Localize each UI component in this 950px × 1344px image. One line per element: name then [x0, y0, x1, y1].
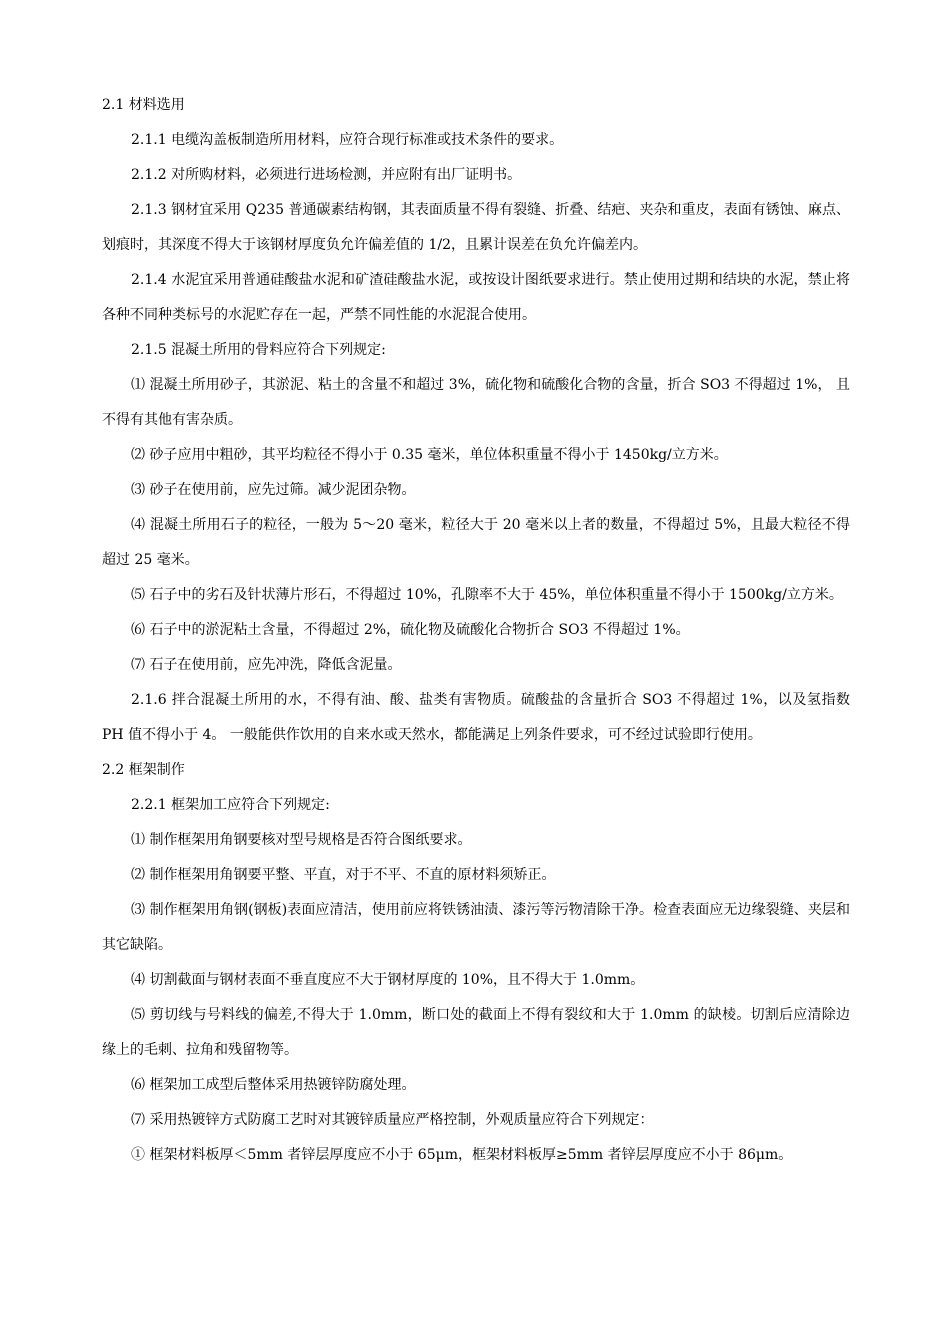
list-item: ⑷ 切割截面与钢材表面不垂直度应不大于钢材厚度的 10%，且不得大于 1.0mm。: [131, 972, 645, 988]
list-item: ⑶ 制作框架用角钢(钢板)表面应清洁，使用前应将铁锈油渍、漆污等污物清除干净。检查表面应无边缘裂缝、夹层和其它缺陷。: [102, 902, 850, 953]
paragraph: 2.2.1 框架加工应符合下列规定:: [131, 797, 330, 813]
list-item: ⑺ 石子在使用前，应先冲洗，降低含泥量。: [131, 657, 402, 673]
list-item: ⑷ 混凝土所用石子的粒径，一般为 5～20 毫米，粒径大于 20 毫米以上者的数量，不得超过 5%，且最大粒径不得超过 25 毫米。: [102, 517, 850, 568]
list-item: ⑸ 剪切线与号料线的偏差,不得大于 1.0mm，断口处的截面上不得有裂纹和大于 1.0mm 的缺棱。切割后应清除边缘上的毛刺、拉角和残留物等。: [102, 1007, 850, 1058]
paragraph: 2.1.3 钢材宜采用 Q235 普通碳素结构钢，其表面质量不得有裂缝、折叠、结疤、夹杂和重皮，表面有锈蚀、麻点、划痕时，其深度不得大于该钢材厚度负允许偏差值的 1/2，且累计误差在负允许偏差内。: [102, 202, 850, 253]
list-item: ⑵ 砂子应用中粗砂，其平均粒径不得小于 0.35 毫米，单位体积重量不得小于 1450kg/立方米。: [131, 447, 728, 463]
paragraph: 2.1.4 水泥宜采用普通硅酸盐水泥和矿渣硅酸盐水泥，或按设计图纸要求进行。禁止使用过期和结块的水泥，禁止将各种不同种类标号的水泥贮存在一起，严禁不同性能的水泥混合使用。: [102, 272, 850, 323]
section-heading: 2.1 材料选用: [102, 97, 185, 113]
section-heading: 2.2 框架制作: [102, 762, 185, 778]
list-item: ⑺ 采用热镀锌方式防腐工艺时对其镀锌质量应严格控制，外观质量应符合下列规定：: [131, 1112, 654, 1128]
list-item: ⑹ 石子中的淤泥粘土含量，不得超过 2%，硫化物及硫酸化合物折合 SO3 不得超过 1%。: [131, 622, 690, 638]
list-item: ⑴ 混凝土所用砂子，其淤泥、粘土的含量不和超过 3%，硫化物和硫酸化合物的含量，折合 SO3 不得超过 1%， 且不得有其他有害杂质。: [102, 377, 850, 428]
list-item: ① 框架材料板厚＜5mm 者锌层厚度应不小于 65μm，框架材料板厚≥5mm 者锌层厚度应不小于 86μm。: [131, 1147, 793, 1163]
paragraph: 2.1.5 混凝土所用的骨料应符合下列规定:: [131, 342, 386, 358]
paragraph: 2.1.1 电缆沟盖板制造所用材料，应符合现行标准或技术条件的要求。: [131, 132, 564, 148]
paragraph: 2.1.6 拌合混凝土所用的水，不得有油、酸、盐类有害物质。硫酸盐的含量折合 SO3 不得超过 1%，以及氢指数 PH 值不得小于 4。 一般能供作饮用的自来水或天然水，都能满足上列条件要求，可不经过试验即行使用。: [102, 692, 850, 743]
list-item: ⑴ 制作框架用角钢要核对型号规格是否符合图纸要求。: [131, 832, 472, 848]
list-item: ⑵ 制作框架用角钢要平整、平直，对于不平、不直的原材料须矫正。: [131, 867, 556, 883]
document-body: [102, 88, 850, 1173]
paragraph: 2.1.2 对所购材料，必须进行进场检测，并应附有出厂证明书。: [131, 167, 522, 183]
list-item: ⑶ 砂子在使用前，应先过筛。减少泥团杂物。: [131, 482, 416, 498]
list-item: ⑸ 石子中的劣石及针状薄片形石，不得超过 10%，孔隙率不大于 45%，单位体积重量不得小于 1500kg/立方米。: [131, 587, 843, 603]
list-item: ⑹ 框架加工成型后整体采用热镀锌防腐处理。: [131, 1077, 416, 1093]
